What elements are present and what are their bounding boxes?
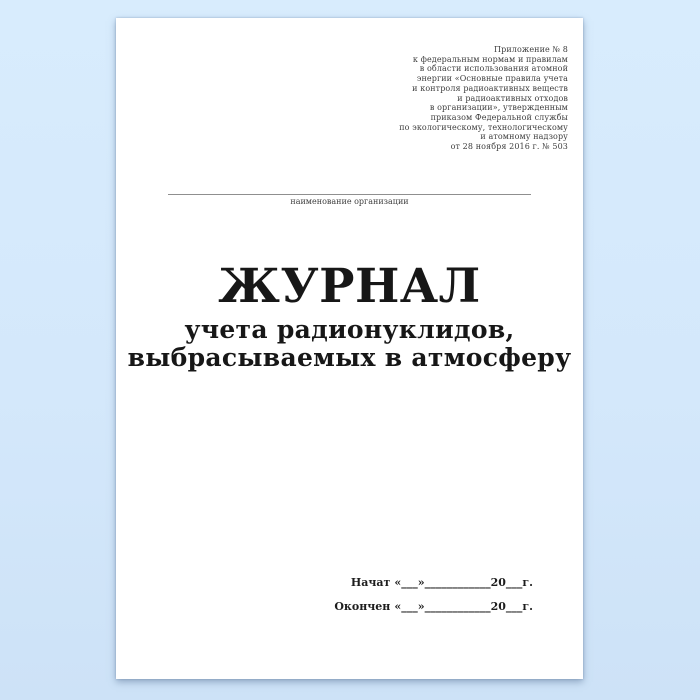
appendix-line: и радиоактивных отходов	[457, 93, 568, 103]
date-started-blank: «___»____________20___г.	[394, 576, 533, 589]
appendix-line: и атомному надзору	[480, 132, 568, 142]
date-started-label: Начат	[350, 576, 391, 589]
appendix-line: по экологическому, технологическому	[399, 122, 568, 132]
journal-title: ЖУРНАЛ	[218, 259, 481, 314]
date-finished-blank: «___»____________20___г.	[394, 600, 533, 613]
organization-name-blank-line	[168, 194, 531, 195]
appendix-line: энергии «Основные правила учета	[416, 74, 568, 84]
journal-subtitle	[116, 316, 583, 372]
date-finished-row	[334, 601, 533, 613]
organization-name-caption: наименование организации	[290, 197, 409, 206]
journal-subtitle-line: учета радионуклидов,	[184, 315, 515, 344]
appendix-reference-block	[399, 45, 568, 152]
appendix-line: в области использования атомной	[419, 64, 568, 74]
date-started-row	[334, 577, 533, 589]
journal-subtitle-line: выбрасываемых в атмосферу	[127, 343, 572, 372]
appendix-line: Приложение № 8	[494, 45, 568, 54]
appendix-line: к федеральным нормам и правилам	[412, 54, 568, 64]
date-finished-label: Окончен	[334, 600, 391, 613]
organization-name-block	[168, 194, 531, 206]
journal-cover-sheet	[116, 18, 583, 679]
appendix-line: и контроля радиоактивных веществ	[412, 83, 568, 93]
appendix-line: приказом Федеральной службы	[430, 112, 568, 122]
appendix-line: от 28 ноября 2016 г. № 503	[450, 142, 568, 152]
date-fields-block	[334, 577, 533, 625]
appendix-line: в организации», утвержденным	[429, 103, 568, 113]
title-block	[116, 261, 583, 372]
